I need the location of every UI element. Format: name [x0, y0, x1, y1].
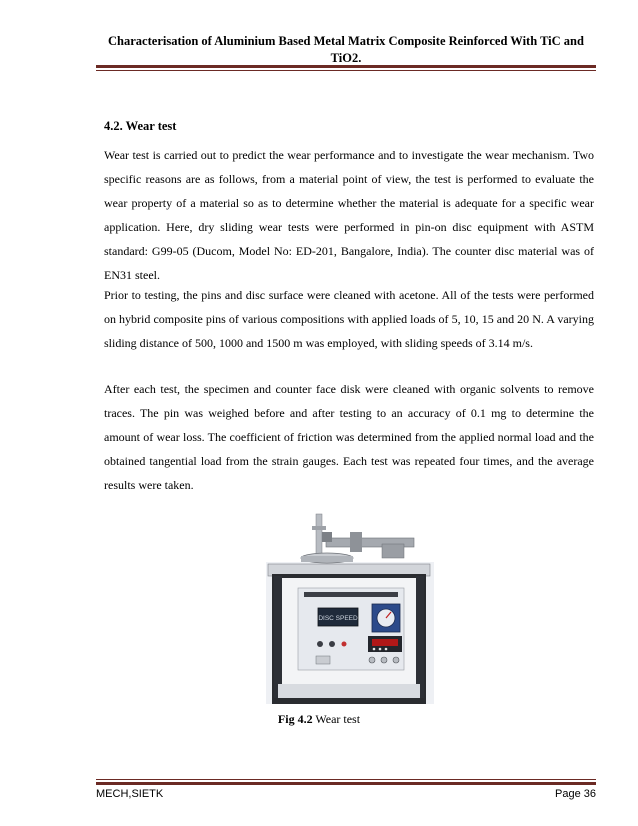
page-header-title: Characterisation of Aluminium Based Metal Matrix Composite Reinforced With TiC and TiO2.: [108, 34, 584, 65]
header-rule: [96, 65, 596, 71]
section-heading: 4.2. Wear test: [104, 119, 177, 133]
figure-caption-label: Fig 4.2: [277, 712, 313, 726]
paragraph-1: Wear test is carried out to predict the wear performance and to investigate the wear mechanism. Two specific reasons are as follows, from a material point of view, the test is performed to evaluate the wear property of a material so as to determine whether the material is adequate for a specific wear application. Here, dry sliding wear tests were performed in pin-on disc equipment with ASTM standard: G99-05 (Ducom, Model No: ED-201, Bangalore, India). The counter disc material was of EN31 steel.: [104, 148, 594, 282]
footer-department: MECH,SIETK: [96, 788, 164, 800]
wear-test-machine-image: [262, 508, 438, 704]
page-number: Page 36: [555, 788, 596, 800]
figure-caption: [0, 712, 638, 727]
disc-speed-label: DISC SPEED: [318, 615, 358, 622]
paragraph-2: Prior to testing, the pins and disc surface were cleaned with acetone. All of the tests were performed on hybrid composite pins of various compositions with applied loads of 5, 10, 15 and 20 N. A varying sliding distance of 500, 1000 and 1500 m was employed, with sliding speeds of 3.14 m/s.: [104, 288, 594, 350]
footer-rule: [96, 779, 596, 785]
paragraph-3: After each test, the specimen and counter face disk were cleaned with organic solvents to remove traces. The pin was weighed before and after testing to an accuracy of 0.1 mg to determine the amount of wear loss. The coefficient of friction was determined from the applied normal load and the obtained tangential load from the strain gauges. Each test was repeated four times, and the average results were taken.: [104, 382, 594, 492]
figure-caption-text: Wear test: [312, 712, 361, 726]
